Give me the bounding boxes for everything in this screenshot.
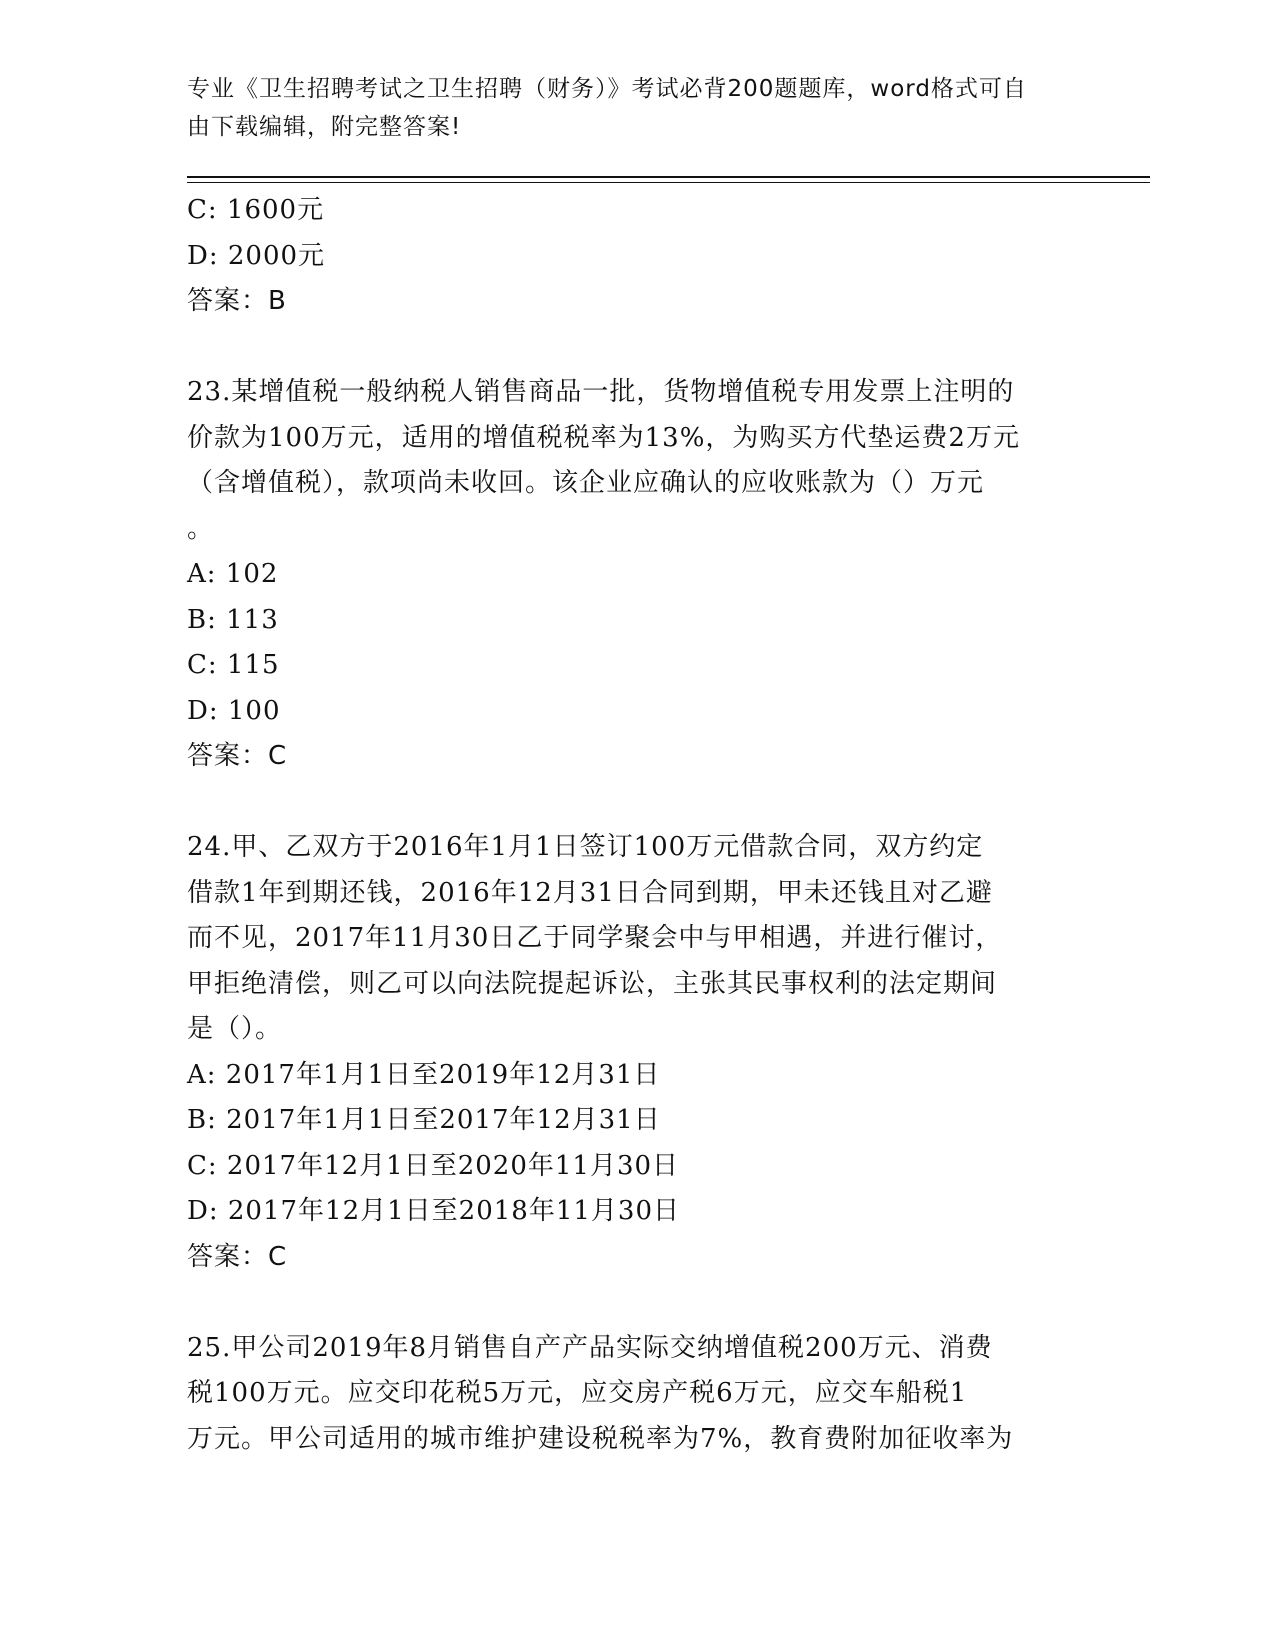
spacer — [187, 780, 1087, 826]
q24-stem-line-3: 而不见，2017年11月30日乙于同学聚会中与甲相遇，并进行催讨， — [187, 923, 1003, 953]
q23-stem-line-4: 。 — [187, 513, 215, 544]
q24-stem-line-2: 借款1年到期还钱，2016年12月31日合同到期，甲未还钱且对乙避 — [187, 877, 993, 908]
q23-stem-line-3: （含增值税），款项尚未收回。该企业应确认的应收账款为（）万元 — [187, 468, 985, 498]
q23-option-b: B: 113 — [187, 604, 279, 635]
q23-stem-line-1: 23.某增值税一般纳税人销售商品一批，货物增值税专用发票上注明的 — [187, 377, 1015, 407]
q23-option-d: D: 100 — [187, 695, 281, 726]
q25-stem-line-2: 税100万元。应交印花税5万元，应交房产税6万元，应交车船税1 — [187, 1378, 968, 1408]
q24-stem-line-1: 24.甲、乙双方于2016年1月1日签订100万元借款合同，双方约定 — [187, 832, 984, 862]
q23-option-c: C: 115 — [187, 650, 280, 680]
q23-option-a: A: 102 — [187, 559, 279, 589]
q25-stem-line-3: 万元。甲公司适用的城市维护建设税税率为7%，教育费附加征收率为 — [187, 1423, 1014, 1454]
prev-answer: 答案：B — [187, 286, 287, 316]
document-body — [187, 188, 1087, 1462]
question-23 — [187, 370, 1087, 780]
spacer — [187, 1280, 1087, 1326]
question-24 — [187, 825, 1087, 1280]
prev-question — [187, 188, 1087, 325]
q23-answer: 答案：C — [187, 741, 288, 771]
q24-option-a: A: 2017年1月1日至2019年12月31日 — [187, 1059, 661, 1090]
header-line-1: 专业《卫生招聘考试之卫生招聘（财务）》考试必背200题题库，word格式可自 — [187, 76, 1027, 102]
page-header — [187, 70, 1067, 146]
q25-stem-line-1: 25.甲公司2019年8月销售自产产品实际交纳增值税200万元、消费 — [187, 1332, 993, 1363]
spacer — [187, 325, 1087, 371]
q24-option-d: D: 2017年12月1日至2018年11月30日 — [187, 1196, 681, 1226]
prev-option-d: D: 2000元 — [187, 240, 326, 271]
q24-answer: 答案：C — [187, 1241, 288, 1272]
question-25 — [187, 1326, 1087, 1463]
q23-stem-line-2: 价款为100万元，适用的增值税税率为13%，为购买方代垫运费2万元 — [187, 422, 1020, 453]
header-rule-thin — [187, 182, 1150, 183]
q24-stem-line-5: 是（）。 — [187, 1014, 283, 1044]
prev-option-c: C: 1600元 — [187, 195, 325, 225]
q24-option-c: C: 2017年12月1日至2020年11月30日 — [187, 1150, 680, 1181]
q24-option-b: B: 2017年1月1日至2017年12月31日 — [187, 1105, 661, 1135]
header-line-2: 由下载编辑，附完整答案! — [187, 114, 462, 140]
q24-stem-line-4: 甲拒绝清偿，则乙可以向法院提起诉讼，主张其民事权利的法定期间 — [187, 968, 998, 999]
header-rule-thick — [187, 176, 1150, 178]
